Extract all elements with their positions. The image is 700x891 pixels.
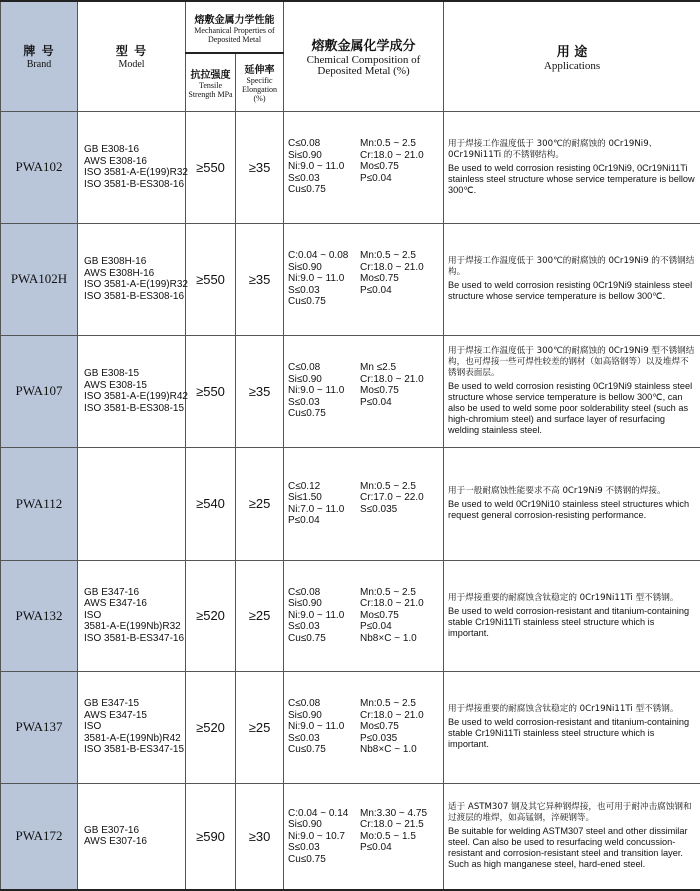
chemical-item: Ni:9.0 ~ 11.0 xyxy=(288,161,345,173)
elongation-cell: ≥35 xyxy=(236,111,284,223)
chemical-item: Cu≤0.75 xyxy=(288,853,326,865)
chemical-item: Cr:18.0 ~ 21.0 xyxy=(360,373,424,385)
elongation-header xyxy=(236,53,284,111)
chemical-columns xyxy=(288,250,443,308)
mechanical-header-cn: 熔敷金属力学性能 xyxy=(194,14,275,26)
chemical-item: Mn:0.5 ~ 2.5 xyxy=(360,480,416,492)
chemical-cell xyxy=(284,335,444,447)
chemical-item: C≤0.12 xyxy=(288,480,321,492)
application-cell xyxy=(444,671,700,783)
chemical-header xyxy=(284,1,444,111)
chemical-item: Si≤0.90 xyxy=(288,149,322,161)
application-cell xyxy=(444,783,700,890)
application-cell xyxy=(444,560,700,671)
chemical-right xyxy=(360,587,443,645)
application-cn: 用于焊接重要的耐腐蚀含钛稳定的 0Cr19Ni11Ti 型不锈钢。 xyxy=(448,592,679,603)
tensile-cell: ≥520 xyxy=(186,560,236,671)
chemical-item: Cr:17.0 ~ 22.0 xyxy=(360,492,424,503)
elongation-header-cn: 延伸率 xyxy=(244,65,275,77)
elongation-cell: ≥30 xyxy=(236,783,284,890)
chemical-item: Ni:9.0 ~ 11.0 xyxy=(288,721,345,733)
model-header-cn: 型 号 xyxy=(115,44,148,59)
chemical-right xyxy=(360,362,443,420)
model-line: ISO 3581-B-ES308-16 xyxy=(84,290,185,302)
applications-header xyxy=(444,1,700,111)
chemical-columns xyxy=(288,138,443,196)
model-cell xyxy=(78,335,186,447)
brand-header-en: Brand xyxy=(26,59,52,71)
elongation-cell: ≥35 xyxy=(236,223,284,335)
chemical-item: S≤0.03 xyxy=(288,621,320,633)
chemical-item: P≤0.04 xyxy=(360,842,392,853)
chemical-item: P≤0.04 xyxy=(360,621,392,633)
application-cell xyxy=(444,335,700,447)
model-cell xyxy=(78,447,186,560)
model-line: ISO 3581-B-ES347-16 xyxy=(84,632,185,644)
chemical-item: Mo≤0.75 xyxy=(360,385,399,397)
chemical-columns xyxy=(288,808,443,866)
model-line: GB E308-16 xyxy=(84,144,140,155)
chemical-item: P≤0.04 xyxy=(288,515,320,526)
mechanical-header-en: Mechanical Properties of Deposited Metal xyxy=(194,25,275,44)
chemical-right xyxy=(360,808,443,866)
model-line: AWS E308-15 xyxy=(84,379,147,391)
chemical-item: Si≤0.90 xyxy=(288,261,322,273)
model-cell xyxy=(78,783,186,890)
application-en: Be suitable for welding ASTM307 steel and other dissimilar steel. Can also be used to resurfacing weld concussion-resistant and corrosion-resistant steel and transition layer. Such as high manganese steel, hard-ened steel. xyxy=(448,826,688,870)
chemical-item: Mn:0.5 ~ 2.5 xyxy=(360,250,416,262)
chemical-columns xyxy=(288,362,443,420)
chemical-item: S≤0.03 xyxy=(288,172,320,184)
chemical-item: C≤0.08 xyxy=(288,586,321,598)
chemical-right xyxy=(360,138,443,196)
chemical-cell xyxy=(284,560,444,671)
chemical-item: P≤0.04 xyxy=(360,284,392,296)
chemical-item: Ni:9.0 ~ 10.7 xyxy=(288,830,345,842)
chemical-item: Si≤0.90 xyxy=(288,819,322,830)
model-cell xyxy=(78,671,186,783)
tensile-header xyxy=(186,53,236,111)
application-cell xyxy=(444,447,700,560)
model-line: AWS E308-16 xyxy=(84,155,147,167)
chemical-item: C≤0.08 xyxy=(288,362,321,374)
tensile-cell: ≥550 xyxy=(186,223,236,335)
application-cn: 用于焊接重要的耐腐蚀含钛稳定的 0Cr19Ni11Ti 型不锈钢。 xyxy=(448,704,679,714)
chemical-item: S≤0.03 xyxy=(288,842,320,853)
application-en: Be used to weld corrosion-resistant and titanium-containing stable Cr19Ni11Ti stainless steel structure which is important. xyxy=(448,717,690,749)
chemical-item: S≤0.035 xyxy=(360,503,398,515)
chemical-right xyxy=(360,698,443,756)
model-cell xyxy=(78,223,186,335)
model-line: ISO 3581-A-E(199)R42 xyxy=(84,391,188,402)
applications-header-en: Applications xyxy=(543,59,601,72)
header-row-top xyxy=(1,1,700,53)
chemical-item: Cu≤0.75 xyxy=(288,744,326,756)
model-header-en: Model xyxy=(118,59,145,71)
chemical-item: Cu≤0.75 xyxy=(288,184,326,196)
chemical-item: Cu≤0.75 xyxy=(288,408,326,420)
chemical-item: P≤0.035 xyxy=(360,732,398,744)
application-cn: 用于一般耐腐蚀性能要求不高 0Cr19Ni9 不锈钢的焊接。 xyxy=(448,486,666,496)
table-row xyxy=(1,447,700,560)
elongation-header-en: Specific Elongation (%) xyxy=(241,76,278,104)
chemical-item: Mo:0.5 ~ 1.5 xyxy=(360,830,416,842)
chemical-item: S≤0.03 xyxy=(288,396,320,408)
chemical-columns xyxy=(288,587,443,645)
elongation-cell: ≥25 xyxy=(236,447,284,560)
chemical-right xyxy=(360,250,443,308)
tensile-cell: ≥520 xyxy=(186,671,236,783)
application-cn: 适于 ASTM307 钢及其它异种钢焊接，也可用于耐冲击腐蚀钢和过渡层的堆焊，如高锰钢，淬硬钢等。 xyxy=(448,802,692,824)
model-line: GB E307-16 xyxy=(84,824,140,836)
chemical-item: Mn:0.5 ~ 2.5 xyxy=(360,698,416,710)
chemical-cell xyxy=(284,783,444,890)
model-cell xyxy=(78,111,186,223)
brand-cell: PWA132 xyxy=(1,560,78,671)
application-cn: 用于焊接工作温度低于 300℃的耐腐蚀的 0Cr19Ni9 的不锈钢结构。 xyxy=(448,256,695,277)
chemical-item: Si≤0.90 xyxy=(288,373,322,385)
table-row xyxy=(1,560,700,671)
tensile-cell: ≥550 xyxy=(186,335,236,447)
chemical-columns xyxy=(288,698,443,756)
model-line: ISO xyxy=(84,609,102,621)
chemical-item: Mo≤0.75 xyxy=(360,609,399,621)
chemical-left xyxy=(288,808,360,866)
chemical-left xyxy=(288,250,360,308)
chemical-item: Ni:9.0 ~ 11.0 xyxy=(288,609,345,621)
tensile-cell: ≥590 xyxy=(186,783,236,890)
elongation-cell: ≥35 xyxy=(236,335,284,447)
chemical-cell xyxy=(284,111,444,223)
model-line: ISO 3581-B-ES347-15 xyxy=(84,744,185,756)
chemical-item: Mn:0.5 ~ 2.5 xyxy=(360,586,416,598)
chemical-item: S≤0.03 xyxy=(288,284,320,296)
tensile-header-cn: 抗拉强度 xyxy=(190,69,231,81)
chemical-header-en: Chemical Composition of Deposited Metal (%) xyxy=(306,54,421,78)
brand-cell: PWA172 xyxy=(1,783,78,890)
model-line: AWS E308H-16 xyxy=(84,267,155,279)
model-line: GB E347-16 xyxy=(84,586,140,598)
chemical-cell xyxy=(284,223,444,335)
elongation-cell: ≥25 xyxy=(236,671,284,783)
application-cn: 用于焊接工作温度低于 300℃的耐腐蚀的 0Cr19Ni9、0Cr19Ni11Ti 的不锈钢结构。 xyxy=(448,138,658,160)
brand-cell: PWA112 xyxy=(1,447,78,560)
application-en: Be used to weld corrosion resisting 0Cr19Ni9 stainless steel structure whose service temperature is bellow 300℃. xyxy=(448,280,693,301)
brand-cell: PWA137 xyxy=(1,671,78,783)
model-line: 3581-A-E(199Nb)R42 xyxy=(84,732,181,744)
model-line: AWS E347-15 xyxy=(84,709,147,721)
chemical-item: C≤0.08 xyxy=(288,138,321,150)
application-cell xyxy=(444,223,700,335)
chemical-item: Mn ≤2.5 xyxy=(360,362,397,374)
chemical-item: Ni:9.0 ~ 11.0 xyxy=(288,273,345,285)
tensile-cell: ≥540 xyxy=(186,447,236,560)
chemical-right xyxy=(360,481,443,527)
model-line: ISO 3581-A-E(199)R32 xyxy=(84,167,188,178)
brand-cell: PWA102 xyxy=(1,111,78,223)
brand-header xyxy=(1,1,78,111)
chemical-header-cn: 熔敷金属化学成分 xyxy=(311,39,416,55)
brand-cell: PWA102H xyxy=(1,223,78,335)
chemical-item: Mo≤0.75 xyxy=(360,273,399,285)
chemical-item: Mn:3.30 ~ 4.75 xyxy=(360,807,428,819)
chemical-item: Cr:18.0 ~ 21.0 xyxy=(360,598,424,610)
brand-cell: PWA107 xyxy=(1,335,78,447)
application-en: Be used to weld corrosion-resistant and titanium-containing stable Cr19Ni11Ti stainless steel structure which is important. xyxy=(448,605,690,638)
brand-header-cn: 牌 号 xyxy=(23,44,55,59)
chemical-item: Si≤0.90 xyxy=(288,598,322,610)
chemical-item: Nb8×C ~ 1.0 xyxy=(360,744,417,756)
model-line: 3581-A-E(199Nb)R32 xyxy=(84,621,181,633)
chemical-item: Ni:9.0 ~ 11.0 xyxy=(288,385,345,397)
chemical-item: P≤0.04 xyxy=(360,396,392,408)
mechanical-header xyxy=(186,1,284,53)
table-row xyxy=(1,223,700,335)
table-row xyxy=(1,335,700,447)
table-row xyxy=(1,671,700,783)
chemical-item: Cr:18.0 ~ 21.0 xyxy=(360,709,424,721)
table-row xyxy=(1,111,700,223)
model-line: ISO 3581-A-E(199)R32 xyxy=(84,279,188,290)
model-cell xyxy=(78,560,186,671)
chemical-item: Nb8×C ~ 1.0 xyxy=(360,632,417,644)
chemical-item: Mn:0.5 ~ 2.5 xyxy=(360,138,416,150)
chemical-item: Cu≤0.75 xyxy=(288,296,326,308)
model-line: GB E308-15 xyxy=(84,368,140,379)
chemical-item: Si≤1.50 xyxy=(288,492,322,503)
chemical-item: Cr:18.0 ~ 21.0 xyxy=(360,149,424,161)
chemical-item: C:0.04 ~ 0.14 xyxy=(288,807,349,819)
chemical-item: P≤0.04 xyxy=(360,172,392,184)
chemical-item: Ni:7.0 ~ 11.0 xyxy=(288,503,345,515)
chemical-item: C:0.04 ~ 0.08 xyxy=(288,250,349,262)
model-line: AWS E347-16 xyxy=(84,598,147,610)
model-line: ISO xyxy=(84,721,102,733)
chemical-item: Si≤0.90 xyxy=(288,709,322,721)
chemical-item: Mo≤0.75 xyxy=(360,161,399,173)
model-line: AWS E307-16 xyxy=(84,836,147,848)
tensile-cell: ≥550 xyxy=(186,111,236,223)
chemical-item: S≤0.03 xyxy=(288,732,320,744)
elongation-cell: ≥25 xyxy=(236,560,284,671)
chemical-left xyxy=(288,587,360,645)
model-line: GB E308H-16 xyxy=(84,256,147,267)
application-en: Be used to weld corrosion resisting 0Cr19Ni9, 0Cr19Ni11Ti stainless steel structure whose service temperature is bellow 300℃. xyxy=(448,162,695,195)
chemical-columns xyxy=(288,481,443,527)
model-line: ISO 3581-B-ES308-16 xyxy=(84,178,185,190)
chemical-left xyxy=(288,138,360,196)
chemical-item: Mo≤0.75 xyxy=(360,721,399,733)
chemical-item: C≤0.08 xyxy=(288,698,321,710)
chemical-left xyxy=(288,698,360,756)
model-header xyxy=(78,1,186,111)
chemical-item: Cr:18.0 ~ 21.5 xyxy=(360,819,424,830)
table-body xyxy=(1,111,700,890)
application-en: Be used to weld 0Cr19Ni10 stainless steel structures which request general corrosion-resisting performance. xyxy=(448,499,690,520)
application-en: Be used to weld corrosion resisting 0Cr19Ni9 stainless steel structure whose service temperature is bellow 300℃, can also be used to weld some poor solderability steel (such as high-chromium steel) and surface layer of resurfacing welding stainless steel. xyxy=(448,381,693,435)
chemical-left xyxy=(288,362,360,420)
applications-header-cn: 用 途 xyxy=(556,44,588,60)
chemical-left xyxy=(288,481,360,527)
chemical-cell xyxy=(284,447,444,560)
tensile-header-en: Tensile Strength MPa xyxy=(188,80,233,99)
model-line: GB E347-15 xyxy=(84,698,140,710)
chemical-item: Cu≤0.75 xyxy=(288,632,326,644)
application-cell xyxy=(444,111,700,223)
chemical-cell xyxy=(284,671,444,783)
application-cn: 用于焊接工作温度低于 300℃的耐腐蚀的 0Cr19Ni9 型不锈钢结构，也可焊接一些可焊性较差的钢材（如高铬钢等）以及堆焊不锈钢表面层。 xyxy=(448,346,695,378)
table-row xyxy=(1,783,700,890)
chemical-item: Cr:18.0 ~ 21.0 xyxy=(360,261,424,273)
model-line: ISO 3581-B-ES308-15 xyxy=(84,402,185,414)
